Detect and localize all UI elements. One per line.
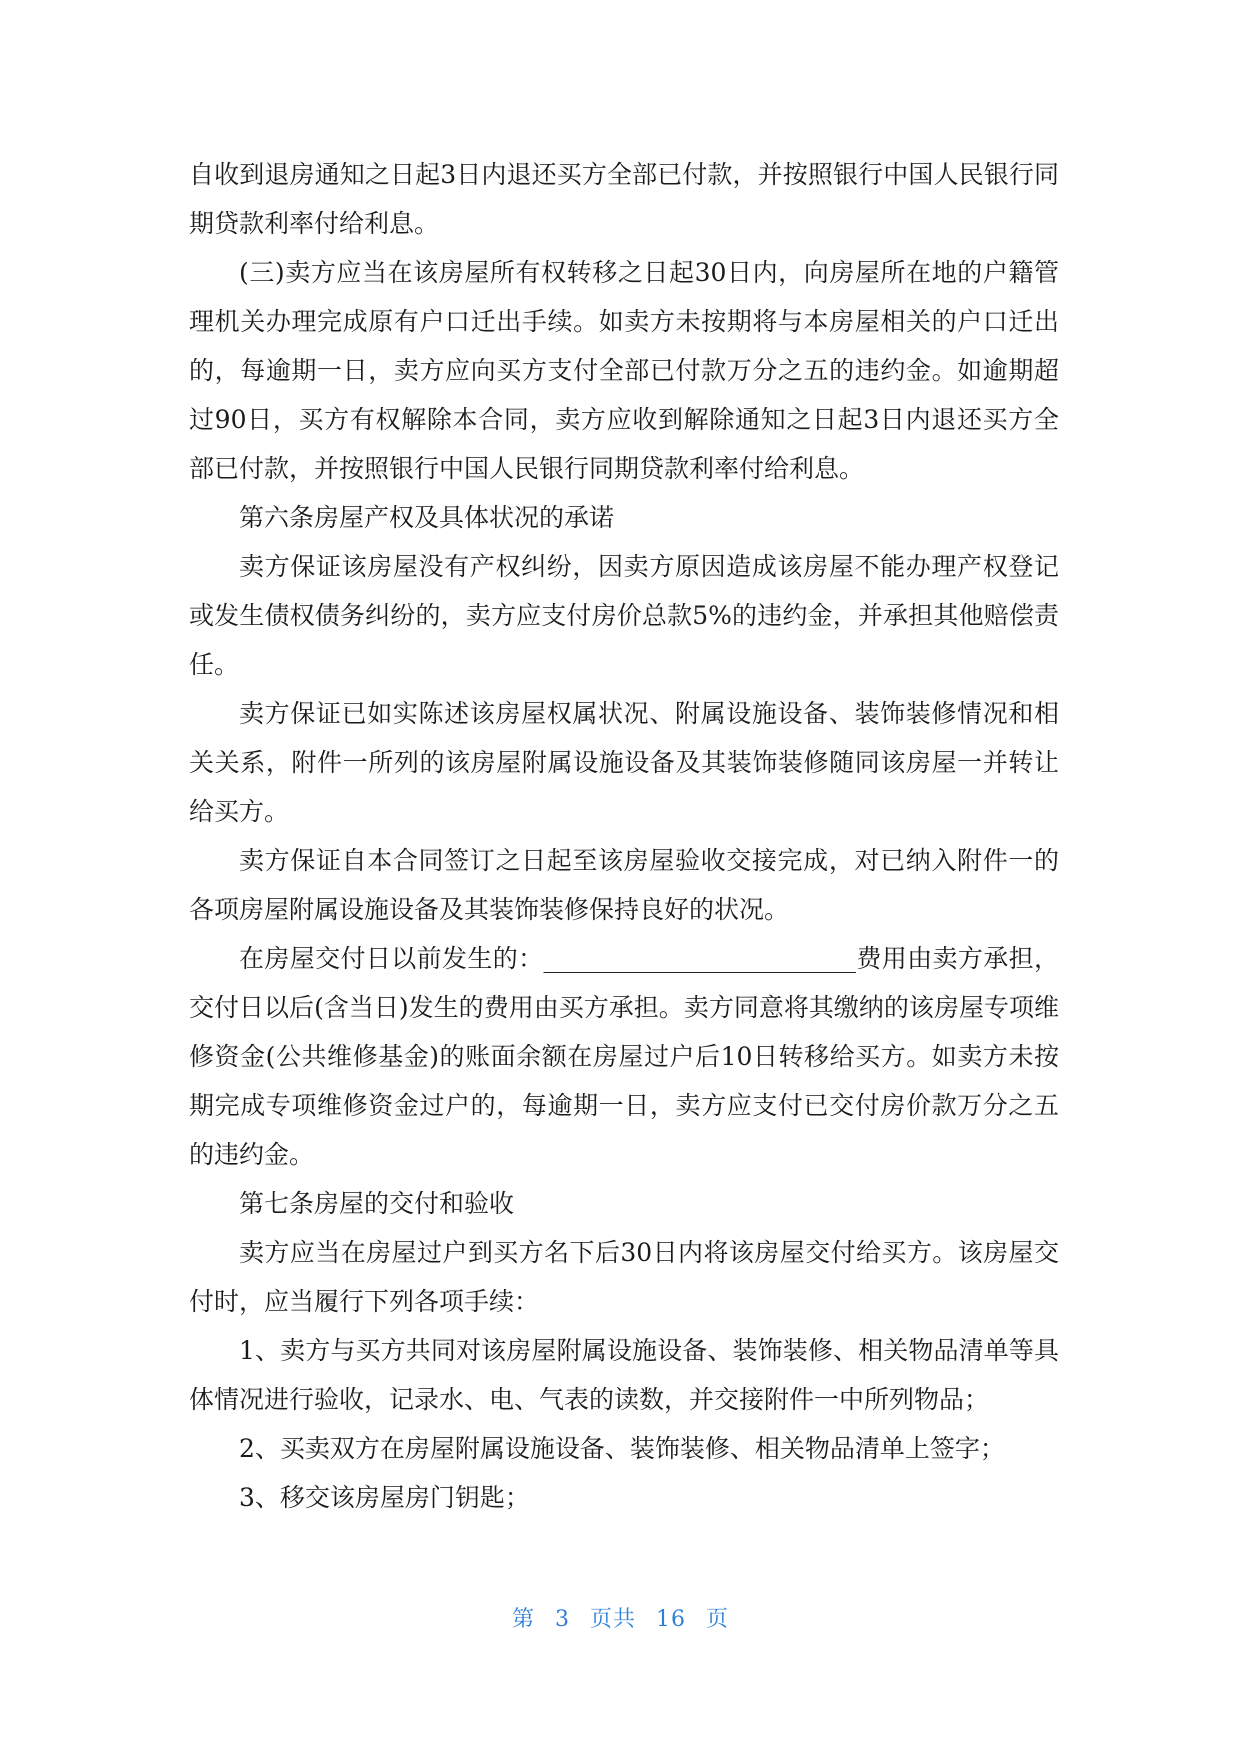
list-item-2: 2、买卖双方在房屋附属设施设备、装饰装修、相关物品清单上签字；	[239, 1434, 1005, 1463]
section-heading-article-7: 第七条房屋的交付和验收	[239, 1189, 515, 1218]
footer-middle: 页共	[589, 1607, 636, 1632]
footer-page-number: 3	[554, 1607, 570, 1632]
paragraph-property-dispute: 卖方保证该房屋没有产权纠纷，因卖方原因造成该房屋不能办理产权登记或发生债权债务纠纷的，卖方应支付房价总款5%的违约金，并承担其他赔偿责任。	[189, 552, 1059, 679]
paragraph-ownership-statement: 卖方保证已如实陈述该房屋权属状况、附属设施设备、装饰装修情况和相关关系，附件一所列的该房屋附属设施设备及其装饰装修随同该房屋一并转让给买方。	[189, 699, 1059, 826]
list-item-3: 3、移交该房屋房门钥匙；	[239, 1483, 530, 1512]
paragraph-continuation: 自收到退房通知之日起3日内退还买方全部已付款，并按照银行中国人民银行同期贷款利率付给利息。	[189, 160, 1059, 238]
paragraph-clause-3: (三)卖方应当在该房屋所有权转移之日起30日内，向房屋所在地的户籍管理机关办理完成原有户口迁出手续。如卖方未按期将与本房屋相关的户口迁出的，每逾期一日，卖方应向买方支付全部已付款万分之五的违约金。如逾期超过90日，买方有权解除本合同，卖方应收到解除通知之日起3日内退还买方全部已付款，并按照银行中国人民银行同期贷款利率付给利息。	[189, 258, 1059, 483]
page-footer	[0, 1602, 1241, 1633]
list-item-1: 1、卖方与买方共同对该房屋附属设施设备、装饰装修、相关物品清单等具体情况进行验收，记录水、电、气表的读数，并交接附件一中所列物品；	[189, 1336, 1059, 1414]
paragraph-maintenance-guarantee: 卖方保证自本合同签订之日起至该房屋验收交接完成，对已纳入附件一的各项房屋附属设施设备及其装饰装修保持良好的状况。	[189, 846, 1059, 924]
document-body	[189, 150, 1059, 1522]
paragraph-delivery: 卖方应当在房屋过户到买方名下后30日内将该房屋交付给买方。该房屋交付时，应当履行下列各项手续：	[189, 1238, 1059, 1316]
paragraph-fees: 在房屋交付日以前发生的：_________________________费用由卖方承担，交付日以后(含当日)发生的费用由买方承担。卖方同意将其缴纳的该房屋专项维修资金(公共维修基金)的账面余额在房屋过户后10日转移给买方。如卖方未按期完成专项维修资金过户的，每逾期一日，卖方应支付已交付房价款万分之五的违约金。	[189, 944, 1059, 1169]
footer-prefix: 第	[511, 1607, 535, 1632]
footer-suffix: 页	[706, 1607, 730, 1632]
footer-total-pages: 16	[656, 1607, 686, 1632]
section-heading-article-6: 第六条房屋产权及具体状况的承诺	[239, 503, 615, 532]
